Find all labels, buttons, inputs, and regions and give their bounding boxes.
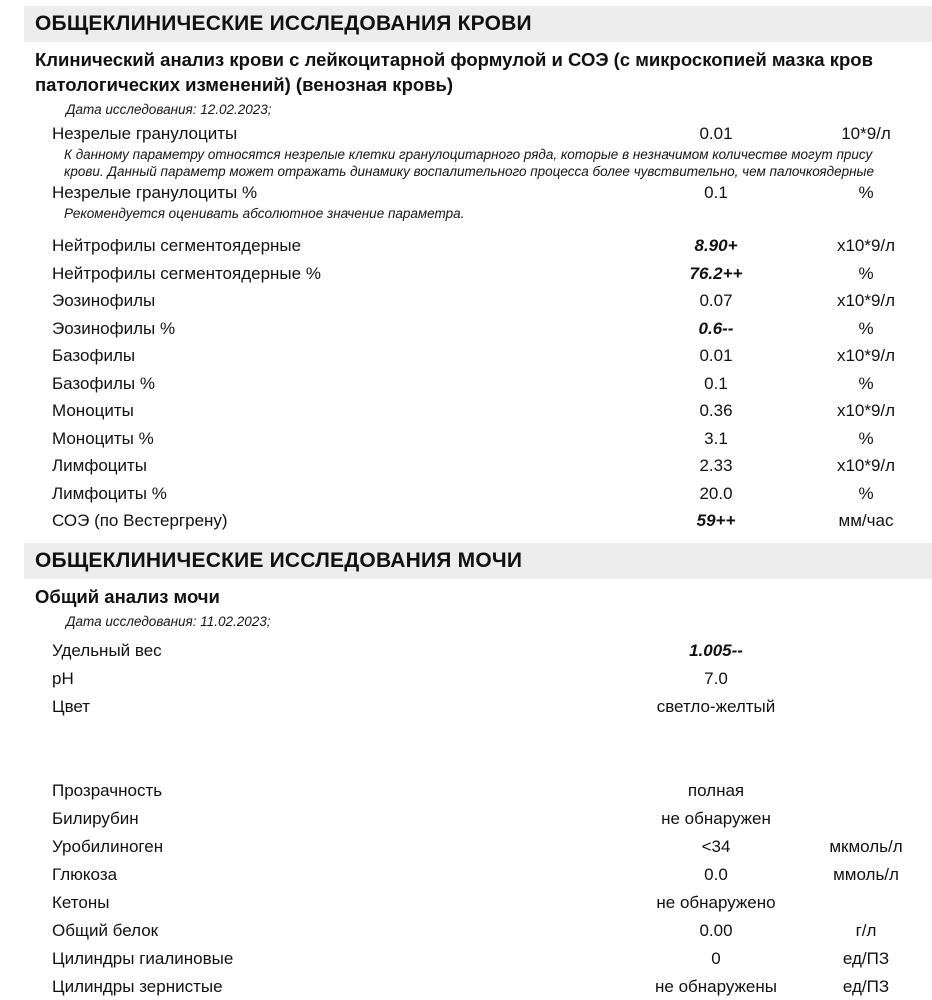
parameter-value: 2.33: [699, 456, 733, 476]
parameter-value: полная: [687, 781, 745, 800]
table-row: [0, 233, 932, 261]
parameter-value: 0: [711, 949, 721, 968]
blood-study-title-line1: Клинический анализ крови с лейкоцитарной формулой и СОЭ (с микроскопией мазка кров: [35, 49, 873, 70]
parameter-value: 0.01: [699, 346, 733, 366]
parameter-value: 0.6--: [698, 318, 734, 338]
parameter-name: pH: [52, 669, 74, 688]
parameter-value: не обнаружен: [661, 809, 771, 828]
table-row: [0, 315, 932, 343]
parameter-unit: ммоль/л: [833, 865, 899, 884]
table-row: [0, 861, 932, 889]
table-row: [0, 480, 932, 508]
parameter-name: Общий белок: [52, 921, 159, 940]
parameter-name: Цилиндры зернистые: [52, 977, 223, 996]
parameter-value: 76.2++: [689, 263, 743, 283]
table-row: [0, 370, 932, 398]
table-row: [0, 833, 932, 861]
table-row: [0, 945, 932, 973]
parameter-unit: ед/ПЗ: [842, 949, 890, 968]
blood-section-band: [24, 6, 932, 42]
parameter-name: Цвет: [52, 697, 91, 716]
parameter-value: 0.1: [704, 183, 728, 202]
parameter-name: Удельный вес: [52, 641, 162, 660]
parameter-unit: %: [858, 373, 874, 393]
parameter-name: Незрелые гранулоциты: [52, 124, 238, 143]
parameter-value: 20.0: [699, 483, 733, 503]
parameter-unit: х10*9/л: [836, 456, 896, 476]
parameter-name: Лимфоциты: [52, 456, 148, 476]
parameter-name: Моноциты: [52, 401, 134, 421]
parameter-unit: %: [858, 318, 874, 338]
parameter-name: Цилиндры гиалиновые: [52, 949, 234, 968]
parameter-name: Эозинофилы %: [52, 318, 176, 338]
parameter-value: <34: [701, 837, 731, 856]
parameter-value: 0.36: [699, 401, 733, 421]
table-row: [0, 973, 932, 1000]
parameter-name: Незрелые гранулоциты %: [52, 183, 258, 202]
parameter-unit: ед/ПЗ: [842, 977, 890, 996]
parameter-name: СОЭ (по Вестергрену): [52, 511, 228, 531]
table-row: [0, 665, 932, 693]
parameter-name: Уробилиноген: [52, 837, 164, 856]
urine-study-date: Дата исследования: 11.02.2023;: [66, 614, 271, 629]
parameter-name: Эозинофилы: [52, 291, 156, 311]
table-row: [0, 121, 932, 147]
parameter-name: Нейтрофилы сегментоядерные: [52, 236, 302, 256]
parameter-value: 0.07: [699, 291, 733, 311]
parameter-unit: %: [858, 263, 874, 283]
parameter-unit: х10*9/л: [836, 236, 896, 256]
parameter-unit: х10*9/л: [836, 401, 896, 421]
parameter-name: Моноциты %: [52, 428, 154, 448]
parameter-value: 0.01: [699, 124, 733, 143]
blood-section-header: ОБЩЕКЛИНИЧЕСКИЕ ИССЛЕДОВАНИЯ КРОВИ: [35, 12, 532, 35]
urine-study-title-line1: Общий анализ мочи: [35, 586, 220, 607]
parameter-value: 59++: [696, 511, 736, 531]
parameter-unit: мм/час: [838, 511, 894, 531]
parameter-name: Базофилы: [52, 346, 136, 366]
blood-study-date: Дата исследования: 12.02.2023;: [66, 102, 272, 117]
parameter-value: не обнаружено: [656, 893, 776, 912]
parameter-unit: %: [858, 428, 874, 448]
parameter-name: Нейтрофилы сегментоядерные %: [52, 263, 321, 283]
blood-results-table: [0, 121, 932, 535]
parameter-unit: х10*9/л: [836, 291, 896, 311]
table-row: [0, 777, 932, 805]
urine-section-band: [24, 543, 932, 579]
table-row: [0, 180, 932, 206]
parameter-value: 0.0: [704, 865, 728, 884]
table-row: [0, 453, 932, 481]
urine-study-title: [35, 584, 932, 609]
parameter-note: Рекомендуется оценивать абсолютное значение параметра.: [64, 206, 465, 221]
parameter-name: Прозрачность: [52, 781, 163, 800]
urine-results-table: [0, 637, 932, 1000]
table-row: [0, 508, 932, 536]
table-row: [0, 889, 932, 917]
table-row: [0, 693, 932, 721]
parameter-value: 0.00: [699, 921, 733, 940]
parameter-value: 0.1: [704, 373, 728, 393]
parameter-note: К данному параметру относятся незрелые клетки гранулоцитарного ряда, которые в незначимом количестве могут прису: [64, 147, 873, 162]
parameter-name: Кетоны: [52, 893, 110, 912]
parameter-value: 7.0: [704, 669, 728, 688]
parameter-value: 1.005--: [689, 641, 743, 660]
parameter-value: 8.90+: [694, 236, 738, 256]
parameter-name: Глюкоза: [52, 865, 118, 884]
parameter-value: 3.1: [704, 428, 728, 448]
table-row: [0, 805, 932, 833]
blood-study-title: [35, 47, 932, 97]
table-row: [0, 260, 932, 288]
table-row: [0, 637, 932, 665]
parameter-value: не обнаружены: [655, 977, 777, 996]
parameter-name: Лимфоциты %: [52, 483, 167, 503]
parameter-unit: 10*9/л: [841, 124, 891, 143]
parameter-unit: х10*9/л: [836, 346, 896, 366]
parameter-unit: г/л: [855, 921, 877, 940]
parameter-unit: %: [858, 183, 874, 202]
blood-study-title-line2: патологических изменений) (венозная кровь): [35, 74, 454, 95]
parameter-unit: %: [858, 483, 874, 503]
table-row: [0, 343, 932, 371]
table-row: [0, 398, 932, 426]
parameter-name: Билирубин: [52, 809, 139, 828]
table-row: [0, 917, 932, 945]
parameter-name: Базофилы %: [52, 373, 155, 393]
table-row: [0, 288, 932, 316]
parameter-value: светло-желтый: [656, 697, 776, 716]
parameter-unit: мкмоль/л: [829, 837, 903, 856]
table-row: [0, 425, 932, 453]
parameter-note: крови. Данный параметр может отражать динамику воспалительного процесса более чувствительно, чем палочкоядерные: [64, 163, 874, 179]
urine-section-header: ОБЩЕКЛИНИЧЕСКИЕ ИССЛЕДОВАНИЯ МОЧИ: [35, 549, 523, 572]
